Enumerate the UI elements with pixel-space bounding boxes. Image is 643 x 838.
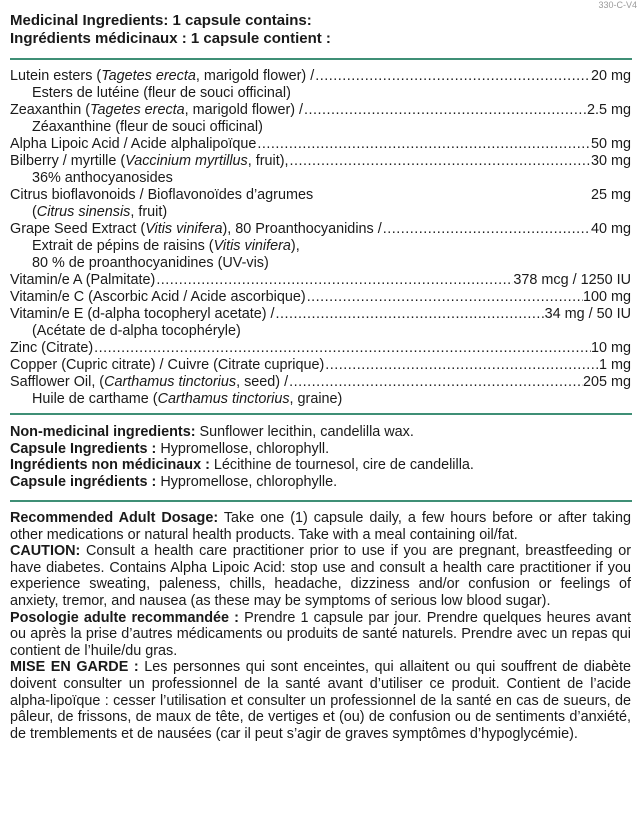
ingredient-row: Copper (Cupric citrate) / Cuivre (Citrate cuprique) ..... 1 mg [10,357,631,374]
ingredient-row: Bilberry / myrtille (Vaccinium myrtillus, fruit), ..... 30 mg [10,153,631,170]
ingredient-amount: 40 mg [591,221,631,237]
divider [10,58,632,60]
caution-paragraph: CAUTION: Consult a health care practitioner prior to use if you are pregnant, breastfeeding or have diabetes. Contains Alpha Lipoic Acid: stop use and consult a health care practitioner if you experience sweating, paleness, chills, headache, dizziness and/or confusion or feelings of anxiety, tremor, and nausea (as these may be symptoms of serious low blood sugar). [10,543,631,609]
ingredient-row: Alpha Lipoic Acid / Acide alphalipoïque ..... 50 mg [10,136,631,153]
ingredient-subline: Esters de lutéine (fleur de souci officinal) [32,85,291,101]
ingredient-subline: 36% anthocyanosides [32,170,173,186]
ingredient-amount: 10 mg [591,340,631,356]
ingredient-subline: (Acétate de d-alpha tocophéryle) [32,323,241,339]
label-code: 330-C-V4 [598,0,637,10]
ingredient-row: Vitamin/e A (Palmitate) ..... 378 mcg / 1250 IU [10,272,631,289]
ingredient-amount: 2.5 mg [587,102,631,118]
header-fr: Ingrédients médicinaux : 1 capsule contient : [10,30,331,47]
ingredient-row: Lutein esters (Tagetes erecta, marigold flower) / ..... 20 mg [10,68,631,85]
ingredient-subline: (Citrus sinensis, fruit) [32,204,168,220]
ingredient-row: Vitamin/e E (d-alpha tocopheryl acetate) / ..... 34 mg / 50 IU [10,306,631,323]
ingredient-subline: 80 % de proanthocyanidines (UV-vis) [32,255,269,271]
ingredient-row: Safflower Oil, (Carthamus tinctorius, seed) / ..... 205 mg [10,374,631,391]
ingredient-amount: 25 mg [591,187,631,203]
ingredient-list [10,68,631,408]
ingredient-amount: 30 mg [591,153,631,169]
divider [10,413,632,415]
ingredient-amount: 378 mcg / 1250 IU [513,272,631,288]
ingredient-amount: 1 mg [599,357,631,373]
mise-en-garde-paragraph: MISE EN GARDE : Les personnes qui sont enceintes, qui allaitent ou qui souffrent de diabète doivent consulter un professionnel de la santé avant d’utiliser ce produit. Contient de l’acide alpha-lipoïque : cesser l’utilisation et consulter un professionnel de la santé en cas de sueurs, de pâleur, de frissons, de maux de tête, de vertiges et (ou) de confusion ou de sentiments d’anxiété, de tremblements et de nausées (car il peut s’agir de graves symptômes d’hypoglycémie). [10,659,631,742]
dosage-paragraph: Recommended Adult Dosage: Take one (1) capsule daily, a few hours before or after taking other medications or natural health products. Take with a meal containing oil/fat. [10,510,631,543]
ingredient-amount: 100 mg [583,289,631,305]
ingredient-row: Grape Seed Extract (Vitis vinifera), 80 Proanthocyanidins / ..... 40 mg [10,221,631,238]
ingredient-row: Citrus bioflavonoids / Bioflavonoïdes d’agrumes 25 mg [10,187,631,203]
ingredient-amount: 205 mg [583,374,631,390]
ingredient-subline: Zéaxanthine (fleur de souci officinal) [32,119,263,135]
ingredient-subline: Extrait de pépins de raisins (Vitis vinifera), [32,238,300,254]
ingredient-row: Zeaxanthin (Tagetes erecta, marigold flower) / ..... 2.5 mg [10,102,631,119]
ingredient-row: Vitamin/e C (Ascorbic Acid / Acide ascorbique) ..... 100 mg [10,289,631,306]
ingredient-row: Zinc (Citrate) ..... 10 mg [10,340,631,357]
posologie-paragraph: Posologie adulte recommandée : Prendre 1 capsule par jour. Prendre quelques heures avant ou après la prise d’autres médicaments ou produits de santé naturels. Prendre avec un repas qui contient de l’huile/du gras. [10,609,631,659]
header-en: Medicinal Ingredients: 1 capsule contains: [10,12,312,29]
ingredient-amount: 34 mg / 50 IU [544,306,631,322]
ingredient-amount: 50 mg [591,136,631,152]
medicinal-header [10,12,331,48]
ingredient-subline: Huile de carthame (Carthamus tinctorius, graine) [32,391,343,407]
divider [10,500,632,502]
non-medicinal-section: Non-medicinal ingredients: Sunflower lecithin, candelilla wax. Capsule Ingredients : Hypromellose, chlorophyll. Ingrédients non médicinaux : Lécithine de tournesol, cire de candelilla. Capsule ingrédients : Hypromellose, chlorophylle. [10,424,474,490]
directions-section [10,510,631,742]
ingredient-amount: 20 mg [591,68,631,84]
